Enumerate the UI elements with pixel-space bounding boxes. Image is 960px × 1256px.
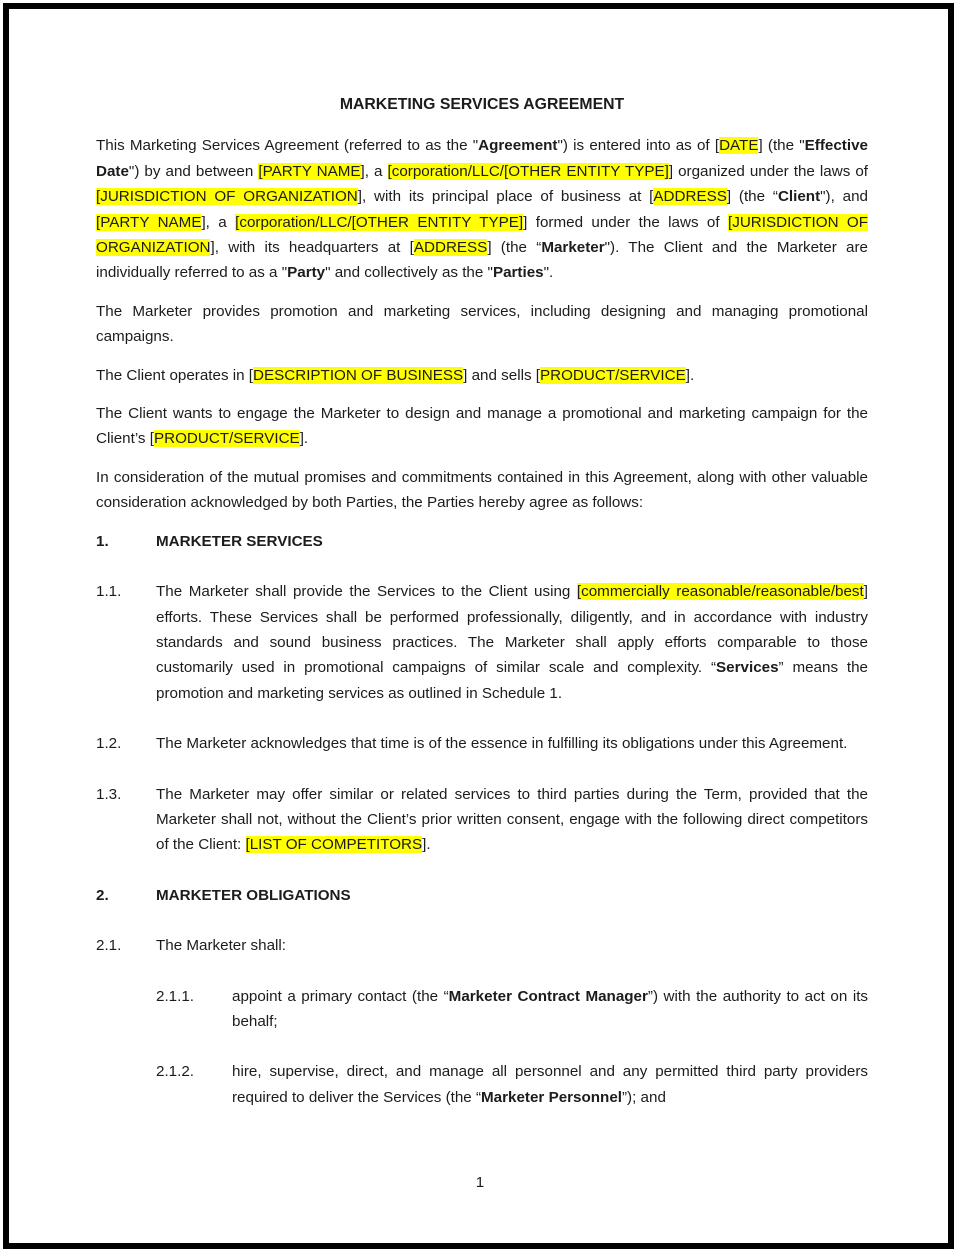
bold-text: Marketer bbox=[541, 239, 605, 257]
text-run: appoint a primary contact (the “ bbox=[232, 987, 449, 1005]
clause-1-2 bbox=[96, 731, 868, 756]
text-run: ") is entered into as of [ bbox=[557, 137, 720, 155]
clause-text bbox=[232, 1059, 868, 1110]
placeholder-highlight: PRODUCT/SERVICE bbox=[540, 366, 686, 384]
clause-number: 2.1.2. bbox=[156, 1063, 194, 1081]
section-2-heading bbox=[96, 883, 868, 908]
bold-text: Marketer Personnel bbox=[481, 1088, 622, 1106]
text-run: "). The Client and the Marketer are individually referred to as a " bbox=[96, 239, 868, 282]
text-run: ], with its headquarters at [ bbox=[210, 239, 414, 257]
text-run: MARKETER OBLIGATIONS bbox=[156, 886, 351, 904]
text-run: ] formed under the laws of bbox=[523, 213, 728, 231]
text-run: ") by and between bbox=[128, 162, 259, 180]
text-run: ] (the “ bbox=[726, 188, 778, 206]
consideration-paragraph bbox=[96, 465, 868, 516]
clause-text bbox=[156, 782, 868, 858]
text-run: The Client operates in [ bbox=[96, 366, 254, 384]
text-run: ]. bbox=[422, 836, 431, 854]
text-run: The Marketer acknowledges that time is of the essence in fulfilling its obligations under this Agreement. bbox=[156, 735, 848, 753]
text-run: ] organized under the laws of bbox=[668, 162, 869, 180]
clause-1-3 bbox=[96, 782, 868, 858]
placeholder-highlight: ADDRESS bbox=[653, 188, 727, 206]
text-run: ], a bbox=[360, 162, 388, 180]
placeholder-highlight: PRODUCT/SERVICE bbox=[153, 430, 300, 448]
text-run: ”); and bbox=[622, 1088, 666, 1106]
placeholder-highlight: ADDRESS bbox=[413, 239, 488, 257]
placeholder-highlight: [corporation/LLC/[OTHER ENTITY TYPE] bbox=[387, 162, 669, 180]
text-run: ]. bbox=[299, 430, 309, 448]
placeholder-highlight: [corporation/LLC/[OTHER ENTITY TYPE] bbox=[235, 213, 524, 231]
page-number-footer: 1 bbox=[475, 1174, 485, 1191]
recital-marketer-services bbox=[96, 299, 868, 350]
text-run: ] (the " bbox=[758, 137, 805, 155]
text-run: ] efforts. These Services shall be performed professionally, diligently, and in accordance with industry standards and sound business practices. The Marketer shall apply efforts comparable to those customarily used in promotional campaigns of similar scale and complexity. “ bbox=[156, 583, 868, 677]
bold-text: Agreement bbox=[478, 137, 558, 155]
text-run: hire, supervise, direct, and manage all personnel and any permitted third party providers required to deliver the Services (the “ bbox=[232, 1063, 868, 1106]
intro-paragraph-parties bbox=[96, 133, 868, 285]
clause-text bbox=[232, 984, 868, 1035]
placeholder-highlight: [JURISDICTION OF ORGANIZATION bbox=[96, 213, 869, 257]
clause-number: 2. bbox=[96, 886, 109, 904]
text-run: ], a bbox=[201, 213, 236, 231]
text-run: The Marketer may offer similar or related services to third parties during the Term, provided that the Marketer shall not, without the Client’s prior written consent, engage with the following direct competitors of the Client: bbox=[156, 785, 868, 854]
text-run: ”) with the authority to act on its behalf; bbox=[232, 987, 869, 1030]
placeholder-highlight: DATE bbox=[719, 137, 759, 155]
bold-text: Party bbox=[287, 264, 326, 282]
text-run: ] and sells [ bbox=[463, 366, 540, 384]
text-run: "), and bbox=[820, 188, 868, 206]
text-run: ". bbox=[543, 264, 554, 282]
section-1-heading bbox=[96, 529, 868, 554]
clause-number: 1. bbox=[96, 532, 109, 550]
text-run: The Marketer shall: bbox=[156, 937, 286, 955]
bold-text: MARKETING SERVICES AGREEMENT bbox=[339, 96, 625, 113]
clause-number: 1.1. bbox=[96, 583, 122, 601]
bold-text: Services bbox=[716, 659, 779, 677]
bold-text: Client bbox=[777, 188, 821, 206]
text-run: The Marketer provides promotion and marketing services, including designing and managing promotional campaigns. bbox=[96, 302, 868, 346]
text-run: ” means the promotion and marketing services as outlined in Schedule 1. bbox=[156, 659, 868, 702]
clause-1-1 bbox=[96, 579, 868, 706]
clause-2-1 bbox=[96, 933, 868, 958]
clause-text bbox=[156, 579, 868, 706]
bold-text: Parties bbox=[492, 264, 544, 282]
clause-2-1-2 bbox=[156, 1059, 868, 1110]
placeholder-highlight: [commercially reasonable/reasonable/best bbox=[576, 583, 864, 601]
clause-2-1-1 bbox=[156, 984, 868, 1035]
placeholder-highlight: [LIST OF COMPETITORS bbox=[245, 836, 423, 854]
clause-number: 1.3. bbox=[96, 785, 122, 803]
text-run: MARKETER SERVICES bbox=[156, 532, 323, 550]
text-run: ] (the “ bbox=[487, 239, 542, 257]
clause-text bbox=[156, 529, 868, 554]
placeholder-highlight: [PARTY NAME bbox=[258, 162, 361, 180]
text-run: The Marketer shall provide the Services to the Client using bbox=[156, 583, 577, 601]
recital-engagement bbox=[96, 401, 868, 452]
bold-text: Marketer Contract Manager bbox=[448, 987, 648, 1005]
text-run: ], with its principal place of business at [ bbox=[357, 188, 654, 206]
clause-text bbox=[156, 933, 868, 958]
clause-number: 2.1. bbox=[96, 937, 122, 955]
clause-number: 2.1.1. bbox=[156, 987, 194, 1005]
text-run: This Marketing Services Agreement (referred to as the " bbox=[96, 137, 479, 155]
text-run: " and collectively as the " bbox=[325, 264, 493, 282]
text-run: ]. bbox=[685, 366, 695, 384]
placeholder-highlight: DESCRIPTION OF BUSINESS bbox=[253, 366, 464, 384]
placeholder-highlight: [JURISDICTION OF ORGANIZATION bbox=[96, 188, 358, 206]
clause-number: 1.2. bbox=[96, 735, 122, 753]
bold-text: Effective Date bbox=[96, 137, 868, 180]
text-run: The Client wants to engage the Marketer to design and manage a promotional and marketing campaign for the Client’s [ bbox=[96, 405, 868, 448]
placeholder-highlight: [PARTY NAME bbox=[96, 213, 202, 231]
document-content bbox=[96, 92, 868, 1135]
clause-text bbox=[156, 883, 868, 908]
text-run: In consideration of the mutual promises and commitments contained in this Agreement, along with other valuable consideration acknowledged by both Parties, the Parties hereby agree as follows: bbox=[96, 468, 868, 512]
recital-client-business bbox=[96, 363, 868, 388]
document-title bbox=[96, 92, 868, 117]
clause-text bbox=[156, 731, 868, 756]
